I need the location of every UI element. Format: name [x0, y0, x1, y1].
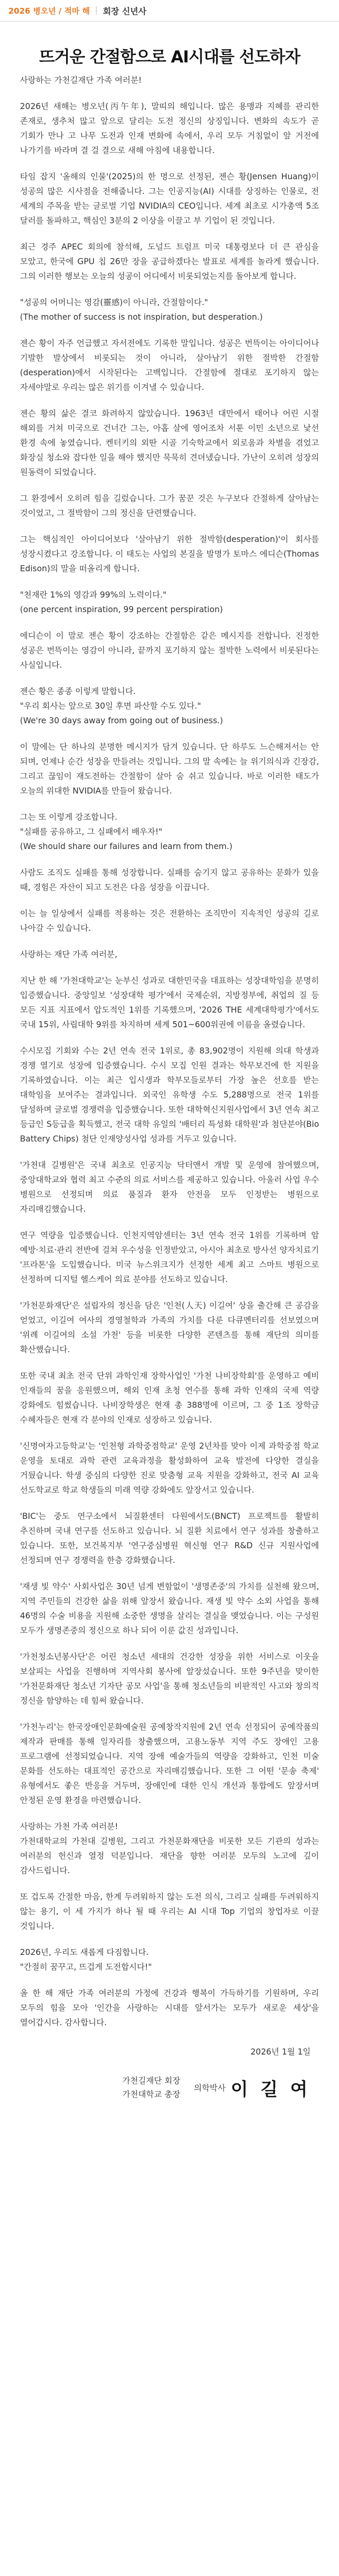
article-paragraph: 지난 한 해 '가천대학교'는 눈부신 성과로 대한민국을 대표하는 성장대학임을 분명히 입증했습니다. 중앙일보 '성장대학 평가'에서 국제순위, 지방정부에, 취업의 질 등 모든 지표 지표에서 압도적인 1위를 기록했으며, '2026 THE 세계대학평가'에서도 국내 15위, 사립대학 9위를 차지하며 세계 501~600위권에 이름을 올렸습니다. [20, 976, 319, 1029]
article-paragraph: 사랑하는 가천 가족 여러분! 가천대학교의 가천대 길병원, 그리고 가천문화재단을 비롯한 모든 기관의 성과는 여러분의 헌신과 열정 덕분입니다. 재단을 향한 여러분 모두의 노고에 깊이 감사드립니다. [20, 1822, 319, 1875]
article-paragraph: 또한 국내 최초 전국 단위 과학인재 장학사업인 '가천 나비장학회'를 운영하고 예비 인재들의 꿈을 응원했으며, 해외 인재 초청 연수를 통해 과학 인재의 국제 역량 강화에도 힘썼습니다. 나비장학생은 현재 총 388명에 이르며, 그 중 1조 장학금 수혜자들은 현재 각 분야의 인재로 성장하고 있습니다. [20, 1371, 319, 1425]
article-body [0, 73, 339, 2030]
article-paragraph: 사랑하는 재단 가족 여러분, [20, 950, 118, 959]
header-section-title: 회장 신년사 [103, 6, 146, 16]
article-paragraph: 젠슨 황은 종종 이렇게 말합니다. "우리 회사는 앞으로 30일 후면 파산할 수도 있다." (We're 30 days away from going out of business.) [20, 687, 223, 725]
article-paragraph: 이 말에는 단 하나의 분명한 메시지가 담겨 있습니다. 단 하루도 느슨해져서는 안 되며, 언제나 순간 성장을 만들려는 것입니다. 그의 말 속에는 늘 위기의식과 긴장감, 그리고 끊임이 재도전하는 간절함이 살아 숨 쉬고 있습니다. 바로 이러한 태도가 오늘의 위대한 NVIDIA를 만들어 왔습니다. [20, 742, 319, 796]
article-paragraph: 최근 경주 APEC 회의에 참석해, 도널드 트럼프 미국 대통령보다 더 큰 관심을 모았고, 한국에 GPU 칩 26만 장을 공급하겠다는 발표로 세계를 놀라게 했습니다. 그의 이러한 행보는 오늘의 성공이 어디에서 비롯되었는지를 돌아보게 합니다. [20, 242, 319, 281]
article-paragraph: "성공의 어머니는 영감(靈感)이 아니라, 간절함이다." (The mother of success is not inspiration, but desperation.) [20, 298, 263, 322]
signature-date: 2026년 1월 1일 [250, 2047, 311, 2057]
article-paragraph: 올 한 해 재단 가족 여러분의 가정에 건강과 행복이 가득하기를 기원하며, 우리 모두의 힘을 모아 '인간을 사랑하는 시대를 앞서가는 모두가 새로운 세상'을 열어갑시다. 감사합니다. [20, 1988, 319, 2027]
article-paragraph: 또 겁도록 간절한 마음, 한계 두려워하지 않는 도전 의식, 그리고 실패를 두려워하지 않는 용기, 이 세 가지가 하나 될 때 우리는 AI 시대 Top 기업의 창업자로 이끌 것입니다. [20, 1892, 319, 1931]
article-paragraph: "천재란 1%의 영감과 99%의 노력이다." (one percent inspiration, 99 percent perspiration) [20, 590, 223, 614]
article-paragraph: 타임 잡지 '올해의 인물'(2025)의 한 명으로 선정된, 젠슨 황(Jensen Huang)이 성공의 많은 시사점을 전해줍니다. 그는 인공지능(AI) 시대를 상징하는 인물로, 전 세계의 주목을 받는 글로벌 기업 NVIDIA의 CEO입니다. 세계 최초로 시가총액 5조 달러를 돌파하고, 핵심인 3분의 2 이상을 이끌고 부 기업이 된 것입니다. [20, 172, 319, 225]
signature-block [20, 2045, 319, 2101]
article-paragraph: 연구 역량을 입증했습니다. 인천지역암센터는 3년 연속 전국 1위를 기록하며 암 예방·치료·관리 전반에 걸쳐 우수성을 인정받았고, 아시아 최초로 방사선 양자치료기 '프라톤'을 도입했습니다. 미국 뉴스위크지가 선정한 세계 최고 스마트 병원으로 선정하며 디지털 헬스케어 의료 분야를 선도하고 있습니다. [20, 1231, 319, 1284]
signature-org-line: 가천길재단 회장 [122, 2076, 181, 2085]
article-paragraph: '가천누리'는 한국장애인문화예술원 공예창작지원에 2년 연속 선정되어 공예작품의 제작과 판매를 통해 일자리를 창출했으며, 고용노동부 지역 주도 장애인 고용 프로그램에 선정되었습니다. 지역 장애 예술가들의 역량을 강화하고, 인천 미술 문화를 선도하는 대표적인 공간으로 자리매김했습니다. 또한 그 어떤 '문송 축제' 유형에서도 좋은 반응을 거두며, 장애인에 대한 인식 개선과 통합에도 앞장서며 안정된 운영 환경을 마련했습니다. [20, 1722, 319, 1805]
article-paragraph: 2026년 새해는 병오년(丙午年), 말띠의 해입니다. 많은 용맹과 지혜를 관리한 존재로, 생추처 많고 앞으로 달리는 도전 정신의 상징입니다. 변화의 속도가 곧 기회가 만나 고 나무 도전과 인재 변화에 속에서, 우리 모두 거침없이 앞 거전에 나가기를 바라며 결 걸 결으로 새해 아침에 내용합니다. [20, 102, 319, 155]
article-paragraph: 에디슨이 이 말로 젠슨 황이 강조하는 간절함은 같은 메시지를 전합니다. 진정한 성공은 번뜩이는 영감이 아니라, 끝까지 포기하지 않는 절박한 노력에서 비롯된다는 사실입니다. [20, 631, 319, 670]
article-paragraph: 젠슨 황의 삶은 결코 화려하지 않았습니다. 1963년 대만에서 태어나 어린 시절 해외를 거쳐 미국으로 건너간 그는, 아홉 살에 영어조차 서툰 이민 소년으로 낯선 환경 속에 놓였습니다. 켄터키의 외딴 시골 기숙학교에서 외로움과 차별을 겪었고 화장실 청소와 잡다한 일을 해야 했지만 묵묵히 견뎌냈습니다. 가난이 오히려 성장의 원동력이 되었습니다. [20, 409, 319, 477]
header-divider [96, 6, 97, 15]
article-paragraph: 사랑하는 가천길재단 가족 여러분! [20, 75, 142, 85]
article-paragraph: '재생 빛 약수' 사회사업은 30년 넘게 변함없이 '생명존중'의 가치를 실천해 왔으며, 지역 주민들의 건강한 삶을 위해 앞장서 왔습니다. 재생 빛 약수 소외 사업을 통해 46명의 수술 비용을 지원해 소중한 생명을 살리는 결실을 맺었습니다. 이는 구성원 모두가 생명존중의 정신으로 하나 되어 이룬 값진 성과입니다. [20, 1582, 319, 1635]
signature-organizations [122, 2074, 180, 2101]
article-paragraph: '가천문화재단'은 설립자의 정신을 담은 '인천(人天) 이길여' 상을 출간해 큰 공감을 얻었고, 이길여 여사의 경영철학과 가족의 가치를 다룬 다큐멘터리를 선보였으며 '위례 이길여의 소설 가천' 등을 비롯한 다양한 콘텐츠를 통해 재단의 의미를 확산했습니다. [20, 1301, 319, 1354]
article-title: 뜨거운 간절함으로 AI시대를 선도하자 [39, 48, 300, 67]
article-paragraph: 젠슨 황이 자주 언급했고 자서전에도 기록한 말입니다. 성공은 번뜩이는 아이디어나 기발한 발상에서 비롯되는 것이 아니라, 살아남기 위한 절박한 간절함(desperation)에서 시작된다는 고백입니다. 간절함에 절대로 포기하지 않는 자세야말로 우리는 많은 위기를 이겨낼 수 있습니다. [20, 339, 319, 392]
article-paragraph: 수시모집 기회와 수는 2년 연속 전국 1위로, 총 83,902명이 지원해 의대 학생과 경쟁 열기로 성장에 입증했습니다. 수시 모집 인원 결과는 학무보건에 한 지원을 기록하였습니다. 이는 최근 입시생과 학부모들로부터 가장 높은 선호를 받는 대학임을 보여주는 결과입니다. 외국인 유학생 수도 5,288명으로 전국 1위를 달성하며 글로벌 경쟁력을 입증했습니다. 또한 대학혁신지원사업에서 3년 연속 최고 등급인 S등급을 획득했고, 전국 대학 유일의 '배터리 특성화 대학원'과 첨단분야(Bio Battery Chips) 첨단 인재양성사업 성과를 거두고 있습니다. [20, 1046, 319, 1144]
signature-org-line: 가천대학교 총장 [122, 2090, 181, 2099]
article-paragraph: '가천대 길병원'은 국내 최초로 인공지능 닥터앤서 개발 및 운영에 참여했으며, 중앙대학교와 협력 최고 수준의 의료 서비스를 제공하고 있습니다. 아울러 사업 우수 병원으로 선정되며 의료 품질과 환자 안전을 모두 인정받는 병원으로 자리매김했습니다. [20, 1160, 319, 1214]
section-header [0, 0, 339, 21]
signature-role: 의학박사 [194, 2083, 226, 2093]
article-paragraph: 이는 늘 일상에서 실패를 적용하는 것은 전환하는 조직만이 지속적인 성공의 길로 나아갈 수 있습니다. [20, 909, 319, 933]
article-paragraph: '신명여자고등학교'는 '인천형 과학중점학교' 운영 2년차를 맞아 이제 과학중점 학교 운영을 토대로 과학 관련 교육과정을 활성화하여 교육 발전에 다양한 결실을 거뒀습니다. 학생 중심의 다양한 진로 맞춤형 교육 지원을 강화하고, 전국 AI 교육 선도학교로 학교 학생들의 미래 역량 강화에도 앞장서고 있습니다. [20, 1441, 319, 1495]
article-paragraph: 2026년, 우리도 새롭게 다짐합니다. "간절히 꿈꾸고, 뜨겁게 도전합시다!" [20, 1948, 152, 1972]
article-paragraph: 그는 또 이렇게 강조합니다. "실패를 공유하고, 그 실패에서 배우자!" (We should share our failures and learn from them.) [20, 812, 232, 851]
article-paragraph: 사람도 조직도 실패를 통해 성장합니다. 실패를 숨기지 않고 공유하는 문화가 있을 때, 경험은 자산이 되고 도전은 다음 성장을 이끕니다. [20, 868, 319, 892]
signature-name: 이 길 여 [230, 2079, 311, 2100]
header-kicker: 2026 병오년 / 적마 해 [8, 6, 90, 16]
article-paragraph: '가천청소년봉사단'은 어린 청소년 세대의 건강한 성장을 위한 서비스로 이웃을 보살피는 사업을 진행하며 지역사회 봉사에 앞장섰습니다. 또한 9주년을 맞이한 '가천문화재단 청소년 기자단 공모 사업'을 통해 청소년들의 비판적인 사고와 창의적 정신을 함양하는 데 힘써 왔습니다. [20, 1652, 319, 1705]
article-paragraph: 그는 핵심적인 아이디어보다 '살아남기 위한 절박함(desperation)'이 회사를 성장시켰다고 강조합니다. 이 태도는 사업의 본질을 발명가 토마스 에디슨(Thomas Edison)의 말을 떠올리게 합니다. [20, 535, 319, 573]
article-paragraph: 'BIC'는 중도 연구소에서 뇌질환센터 다원에서도(BNCT) 프로젝트를 활발히 추진하며 국내 연구를 선도하고 있습니다. 뇌 질환 치료에서 연구 성과를 창출하고 있습니다. 또한, 보건복지부 '연구중심병원 혁신형 연구 R&D 신규 지원사업에 선정되며 연구 경쟁력을 한층 강화했습니다. [20, 1512, 319, 1565]
article-paragraph: 그 환경에서 오히려 힘을 길렀습니다. 그가 꿈꾼 것은 누구보다 간절하게 살아남는 것이었고, 그 절박함이 그의 정신을 단련했습니다. [20, 494, 319, 518]
